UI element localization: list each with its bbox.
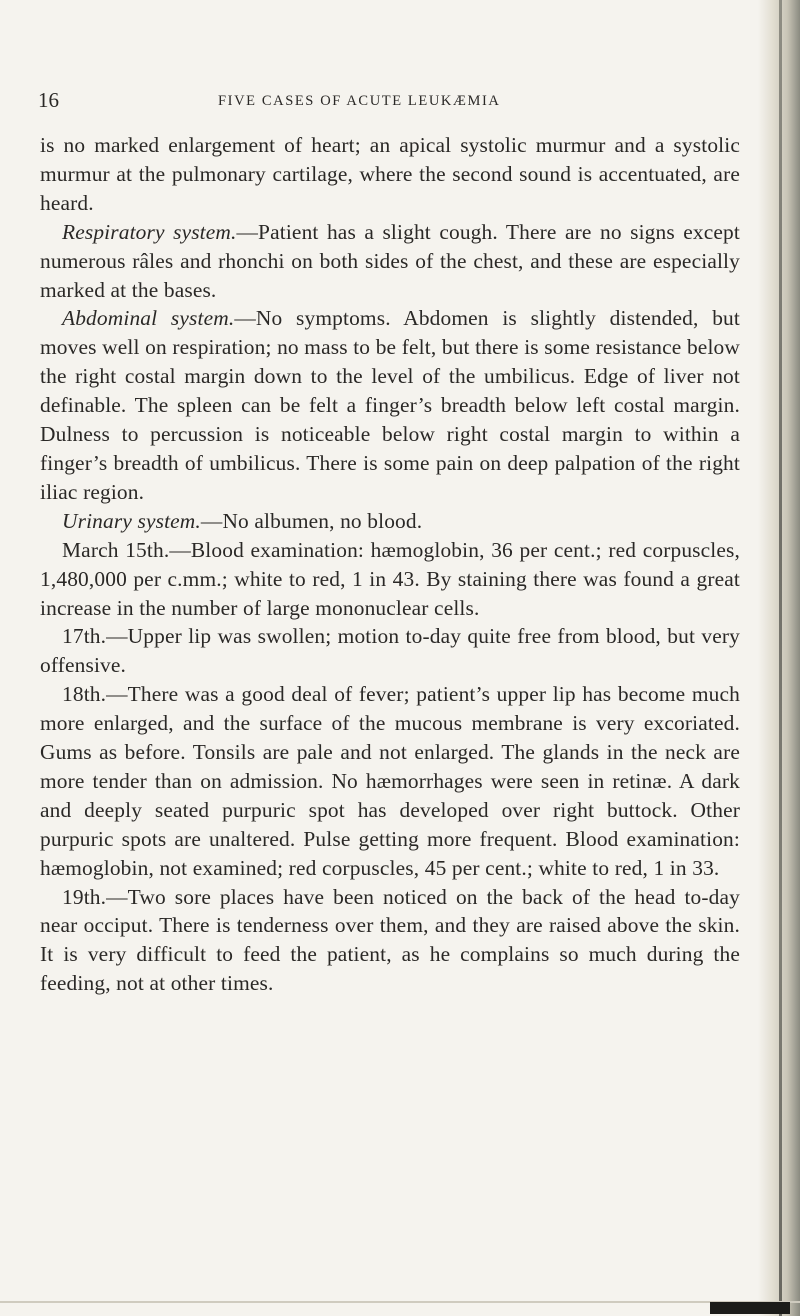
paragraph-text-abdominal: —No symptoms. Abdomen is slightly distended, but moves well on respiration; no mass to be felt, but there is some resistance below the right costal margin down to the level of the umbilicus. Edge of liver not definable. The spleen can be felt a finger’s breadth below left costal margin. Dulness to percussion is noticeable below right costal margin to within a finger’s breadth of umbilicus. There is some pain on deep palpation of the right iliac region. <box>40 306 740 504</box>
paragraph-respiratory <box>40 218 740 305</box>
binding-edge <box>779 0 782 1316</box>
running-head: FIVE CASES OF ACUTE LEUKÆMIA <box>218 93 501 109</box>
paragraph-17th: 17th.—Upper lip was swollen; motion to-day quite free from blood, but very offensive. <box>40 624 740 678</box>
body-text <box>40 131 740 998</box>
section-heading-abdominal: Abdominal system. <box>62 306 235 331</box>
paragraph-march-15: March 15th.—Blood examination: hæmoglobin, 36 per cent.; red corpuscles, 1,480,000 per c.mm.; white to red, 1 in 43. By staining there was found a great increase in the number of large mononuclear cells. <box>40 537 740 620</box>
paragraph-urinary <box>40 507 740 536</box>
paragraph-19th: 19th.—Two sore places have been noticed on the back of the head to-day near occiput. There is tenderness over them, and they are raised above the skin. It is very difficult to feed the patient, as he complains so much during the feeding, not at other times. <box>40 884 740 996</box>
paragraph-text-respiratory: —Patient has a slight cough. There are no signs except numerous râles and rhonchi on both sides of the chest, and these are especially marked at the bases. <box>40 219 740 302</box>
bottom-edge-rule <box>0 1301 800 1303</box>
section-heading-urinary: Urinary system. <box>62 508 201 533</box>
bottom-edge-mark <box>710 1302 790 1314</box>
paragraph-text-urinary: —No albumen, no blood. <box>200 508 423 533</box>
paragraph-heart: is no marked enlargement of heart; an apical systolic murmur and a systolic murmur at the pulmonary cartilage, where the second sound is accentuated, are heard. <box>40 133 740 215</box>
paragraph-18th: 18th.—There was a good deal of fever; patient’s upper lip has become much more enlarged, and the surface of the mucous membrane is very excoriated. Gums as before. Tonsils are pale and not enlarged. The glands in the neck are more tender than on admission. No hæmorrhages were seen in retinæ. A dark and deeply seated purpuric spot has developed over right buttock. Other purpuric spots are unaltered. Pulse getting more frequent. Blood examination: hæmoglobin, not examined; red corpuscles, 45 per cent.; white to red, 1 in 33. <box>40 682 740 880</box>
paragraph-abdominal <box>40 304 740 506</box>
section-heading-respiratory: Respiratory system. <box>62 219 237 244</box>
page-number: 16 <box>38 88 59 112</box>
